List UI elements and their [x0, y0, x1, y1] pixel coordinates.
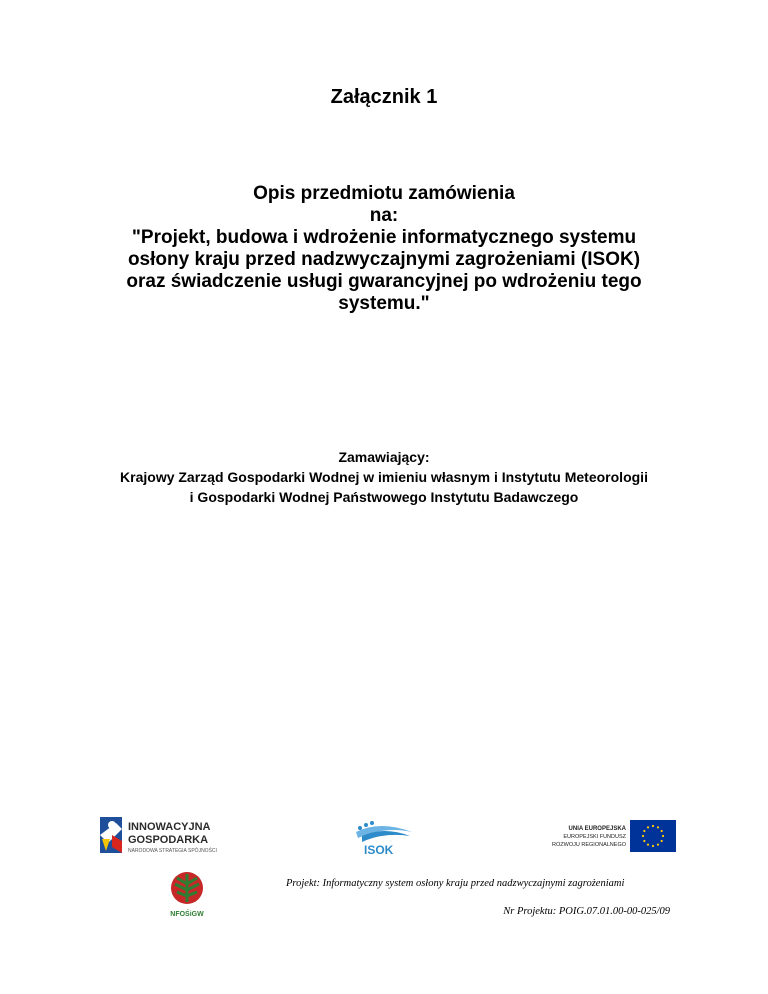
description-line: oraz świadczenie usługi gwarancyjnej po wdrożeniu tego	[126, 271, 642, 292]
innowacyjna-line3: NARODOWA STRATEGIA SPÓJNOŚCI	[128, 848, 217, 854]
project-number: Nr Projektu: POIG.07.01.00-00-025/09	[503, 906, 670, 917]
isok-logo	[350, 818, 418, 856]
description-line: Opis przedmiotu zamówienia	[253, 183, 515, 204]
description-line: systemu."	[338, 293, 430, 314]
isok-text: ISOK	[364, 843, 394, 856]
eu-star-icon	[643, 830, 645, 832]
nfosigw-logo	[165, 870, 209, 920]
project-name: Projekt: Informatyczny system osłony kraju przed nadzwyczajnymi zagrożeniami	[286, 878, 625, 889]
attachment-title: Załącznik 1	[330, 86, 438, 108]
orderer-label: Zamawiający:	[338, 449, 430, 465]
eu-star-icon	[647, 826, 649, 828]
eu-star-icon	[643, 840, 645, 842]
orderer-line: i Gospodarki Wodnej Państwowego Instytutu Badawczego	[189, 489, 579, 505]
nfosigw-text: NFOŚiGW	[170, 911, 204, 918]
description-line: na:	[369, 205, 399, 226]
description-line: "Projekt, budowa i wdrożenie informatycznego systemu	[131, 227, 637, 248]
eu-star-icon	[652, 845, 654, 847]
eu-star-icon	[661, 840, 663, 842]
orderer-line: Krajowy Zarząd Gospodarki Wodnej w imieniu własnym i Instytutu Meteorologii	[120, 469, 648, 485]
description-line: osłony kraju przed nadzwyczajnymi zagrożeniami (ISOK)	[127, 249, 641, 270]
eu-star-icon	[657, 826, 659, 828]
eu-line3: ROZWOJU REGIONALNEGO	[552, 842, 626, 848]
eu-star-icon	[657, 844, 659, 846]
eu-star-icon	[642, 835, 644, 837]
innowacyjna-line2: GOSPODARKA	[128, 834, 209, 846]
orderer-block	[0, 447, 768, 507]
eu-line2: EUROPEJSKI FUNDUSZ	[563, 834, 626, 840]
innowacyjna-gospodarka-logo	[98, 813, 248, 857]
eu-logo	[520, 820, 676, 854]
eu-star-icon	[662, 835, 664, 837]
eu-star-icon	[661, 830, 663, 832]
innowacyjna-line1: INNOWACYJNA	[128, 821, 211, 833]
order-description	[0, 183, 768, 315]
eu-flag	[630, 820, 676, 852]
eu-star-icon	[647, 844, 649, 846]
eu-star-icon	[652, 825, 654, 827]
eu-line1: UNIA EUROPEJSKA	[568, 826, 626, 832]
